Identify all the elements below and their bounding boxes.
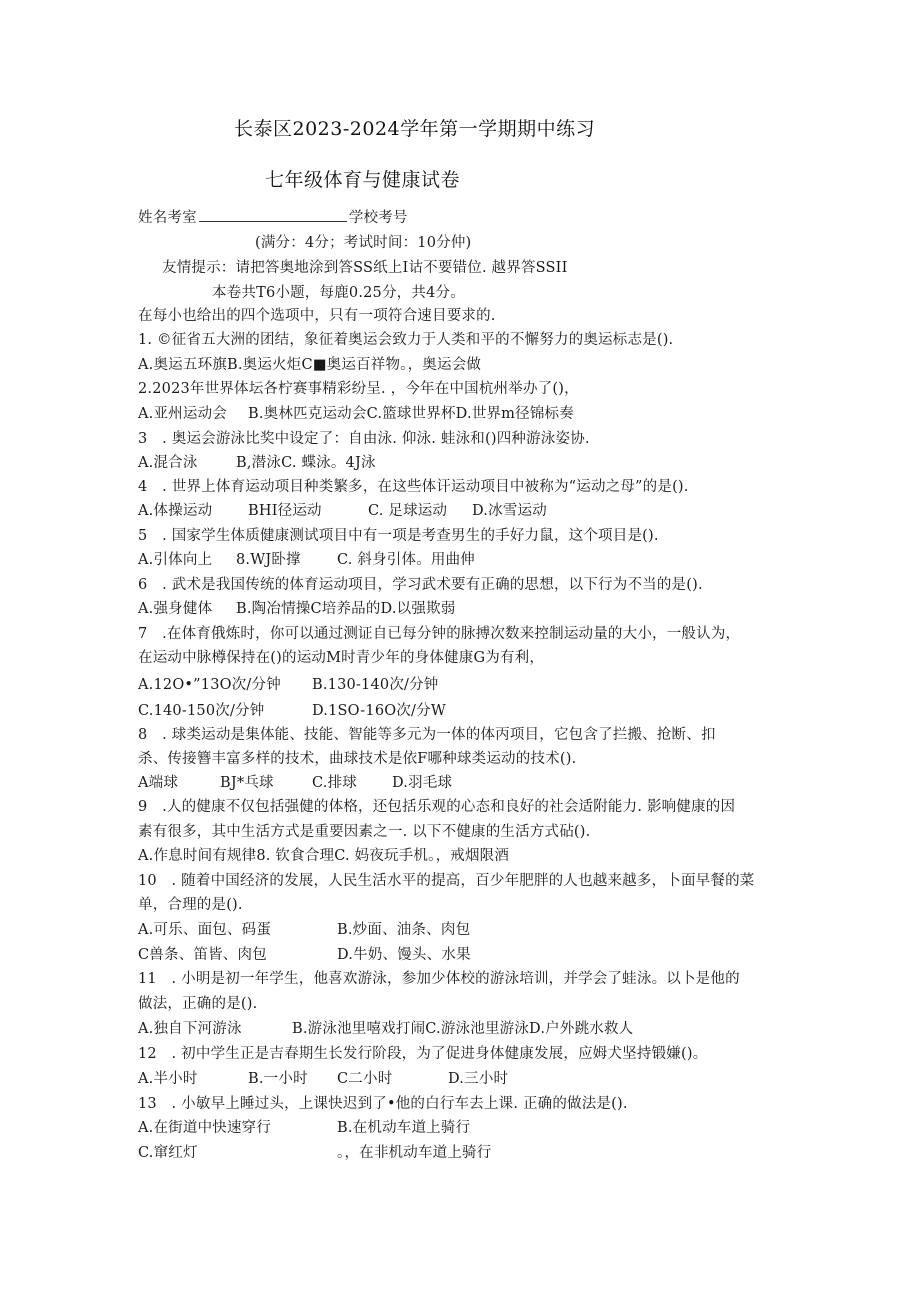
question-10-option-b: B.炒面、油条、肉包 [337,922,471,938]
question-8-option-a: A端球 [138,775,179,791]
question-4-option-a: A.体操运动 [138,503,213,519]
name-blank[interactable] [199,209,347,222]
question-13-stem: 13 . 小敏早上睡过头，上课快迟到了•他的白行车去上课. 正确的做法是(). [138,1096,628,1112]
question-10-option-d: D.牛奶、馒头、水果 [337,947,471,963]
question-12-stem: 12 . 初中学生正是吉春期生长发行阶段，为了促进身体健康发展，应姆犬坚持锻嫌()。 [138,1046,708,1062]
question-7-stem-2: 在运动中脉樽保持在()的运动M时青少年的身体健康G为有利， [138,650,545,666]
question-11-stem-1: 11 . 小明是初一年学生，他喜欢游泳，参加少体校的游泳培训，并学会了蛙泳。以卜是他的 [138,971,740,987]
question-11-option-b: B.游泳池里嘻戏打闹C.游泳池里游泳D.户外跳水救人 [292,1021,634,1037]
question-7-option-b: B.130-140次/分钟 [312,677,439,693]
question-2-stem: 2.2023年世界体坛各柠赛事精彩纷呈. ，今年在中国杭州举办了()， [138,381,579,397]
question-9-options: A.作息时间有规律8. 钦食合理C. 妈夜玩手机。，戒烟限酒 [138,848,510,864]
question-3-option-b: B,潜泳C. 蝶泳。4J泳 [236,455,376,471]
question-7-option-d: D.1SO-16O次/分W [312,703,446,719]
question-2-option-a: A.亚州运动会 [138,406,227,422]
question-9-stem-1: 9 .人的健康不仅包括强健的体格，还包括乐观的心态和良好的社会适附能力. 影响健康的因 [138,799,736,815]
question-4-option-d: D.冰雪运动 [472,503,547,519]
exam-summary: 本卷共T6小题，每鹿0.25分，共4分。 [212,285,465,301]
question-9-stem-2: 素有很多，其中生活方式是重要因素之一. 以下不健康的生活方式砧(). [138,824,591,840]
question-6-stem: 6 . 武术是我国传统的体育运动项目，学习武术要有正确的思想，以下行为不当的是(). [138,577,703,593]
question-6-option-b: B.陶冶情操C培养品的D.以强欺弱 [236,601,456,617]
question-2-option-b: B.奥林匹克运动会C.篮球世界杯D.世界m径锦标奏 [248,406,574,422]
question-5-option-b: 8.WJ卧撑 [236,552,301,568]
question-10-option-c: C兽条、笛皆、肉包 [138,947,267,963]
question-13-option-b: B.在机动车道上骑行 [337,1120,471,1136]
question-5-option-c: C. 斜身引体。用曲伸 [337,552,475,568]
question-5-option-a: A.引体向上 [138,552,213,568]
question-13-option-d: 。，在非机动车道上骑行 [337,1145,492,1161]
question-5-stem: 5 . 国家学生体质健康测试项目中有一项是考查男生的手好力鼠，这个项目是(). [138,528,659,544]
question-12-option-b: B.一小时 [248,1071,308,1087]
question-11-stem-2: 做法，正确的是(). [138,996,258,1012]
question-7-option-c: C.140-150次/分钟 [138,703,265,719]
question-3-option-a: A.混合泳 [138,455,198,471]
exam-title: 长泰区2023-2024学年第一学期期中练习 [234,118,596,140]
question-8-option-d: D.羽毛球 [392,775,453,791]
question-13-option-a: A.在街道中快速穿行 [138,1120,272,1136]
question-1-options: A.奥运五环旗B.奥运火炬C■奥运百祥物。，奥运会做 [138,357,482,373]
instruction: 在每小也给出的四个选项中，只有一项符合速目要求的. [138,308,496,324]
question-12-option-a: A.半小时 [138,1071,198,1087]
question-4-option-b: BHI径运动 [248,503,322,519]
question-8-stem-2: 杀、传接簪丰富多样的技术，曲球技术是依F哪种球类运动的技术(). [138,751,577,767]
student-info-line [138,209,408,227]
school-label: 学校考号 [348,210,408,226]
question-4-option-c: C. 足球运动 [368,503,448,519]
name-label: 姓名考室 [138,210,197,226]
question-8-stem-1: 8 . 球类运动是集体能、技能、智能等多元为一体的体丙项目，它包含了拦搬、抢断、扣 [138,727,716,743]
question-12-option-d: D.三小时 [448,1071,509,1087]
question-7-stem-1: 7 .在体育俄炼时，你可以通过测证自已每分钟的脉搏次数来控制运动量的大小，一般认为， [138,626,741,642]
question-11-option-a: A.独自下河游泳 [138,1021,242,1037]
question-8-option-b: BJ*乓球 [220,775,274,791]
question-1-stem: 1. ©征省五大洲的团结，象征着奥运会致力于人类和平的不懈努力的奥运标志是(). [138,332,674,348]
question-8-option-c: C.排球 [312,775,357,791]
question-10-stem-1: 10 . 随着中国经济的发展，人民生活水平的提高，百少年肥胖的人也越来越多，卜面早餐的菜 [138,873,755,889]
question-6-option-a: A.强身健体 [138,601,213,617]
question-12-option-c: C二小时 [337,1071,393,1087]
question-4-stem: 4 . 世界上体育运动项目种类繁多，在这些体讦运动项目中被称为“运动之母”的是(). [138,479,689,495]
question-7-option-a: A.12O•”13O次/分钟 [138,677,281,693]
score-time: (满分：4分；考试时间：10分仲) [255,235,472,251]
question-10-option-a: A.可乐、面包、码蛋 [138,922,272,938]
question-13-option-c: C.窜红灯 [138,1145,198,1161]
friendly-tip: 友情提示：请把答奥地涂到答SS纸上I诂不要错位. 越界答SSII [162,260,568,276]
question-3-stem: 3 . 奥运会游泳比奖中设定了：自由泳. 仰泳. 蛙泳和()四种游泳姿协. [138,431,590,447]
exam-subtitle: 七年级体育与健康试卷 [265,169,461,191]
question-10-stem-2: 单，合理的是(). [138,897,243,913]
